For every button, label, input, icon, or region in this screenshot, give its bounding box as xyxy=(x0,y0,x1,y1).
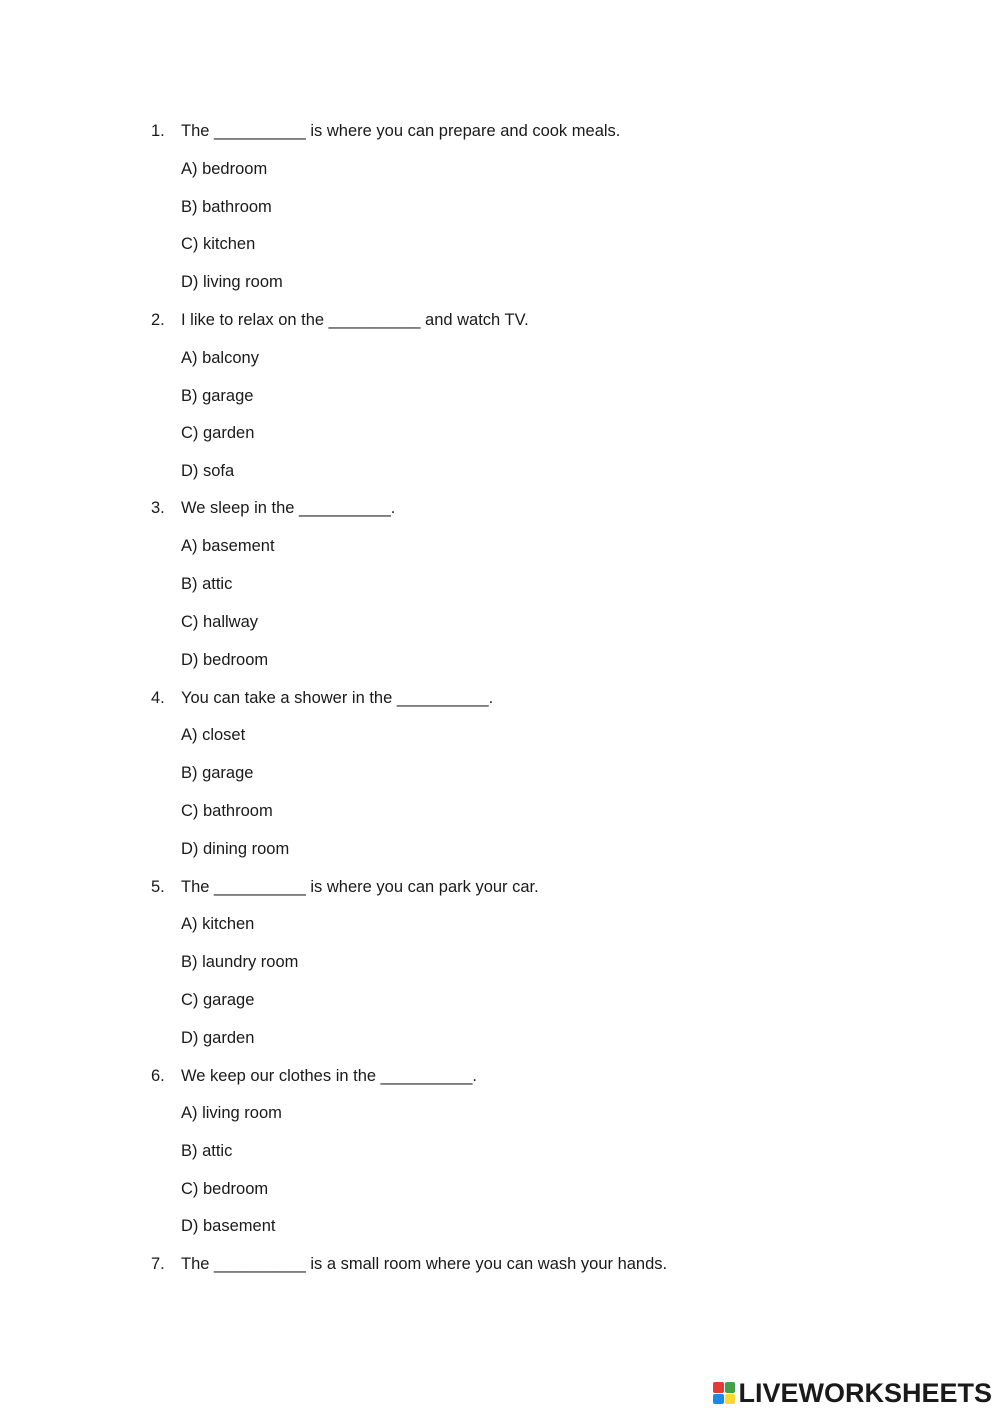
answer-option[interactable]: A) balcony xyxy=(181,349,259,367)
answer-option[interactable]: A) bedroom xyxy=(181,160,268,178)
answer-option[interactable]: C) bathroom xyxy=(181,802,273,820)
answer-option[interactable]: B) attic xyxy=(181,575,233,593)
answer-option[interactable]: D) sofa xyxy=(181,462,235,480)
question-number: 6. xyxy=(151,1067,165,1085)
answer-option[interactable]: A) living room xyxy=(181,1104,282,1122)
answer-option[interactable]: C) kitchen xyxy=(181,235,256,253)
answer-option[interactable]: D) bedroom xyxy=(181,651,269,669)
liveworksheets-logo-icon xyxy=(713,1382,735,1404)
question-number: 3. xyxy=(151,499,165,517)
answer-option[interactable]: B) attic xyxy=(181,1142,233,1160)
question-number: 7. xyxy=(151,1255,165,1273)
answer-option[interactable]: C) garden xyxy=(181,424,255,442)
question-number: 4. xyxy=(151,689,165,707)
question-text: You can take a shower in the __________. xyxy=(181,689,494,707)
answer-option[interactable]: D) garden xyxy=(181,1029,255,1047)
question-text: The __________ is where you can prepare and cook meals. xyxy=(181,122,621,140)
answer-option[interactable]: D) basement xyxy=(181,1217,276,1235)
answer-option[interactable]: C) hallway xyxy=(181,613,259,631)
question-number: 1. xyxy=(151,122,165,140)
answer-option[interactable]: D) living room xyxy=(181,273,283,291)
question-text: The __________ is where you can park your car. xyxy=(181,878,539,896)
answer-option[interactable]: D) dining room xyxy=(181,840,290,858)
answer-option[interactable]: A) basement xyxy=(181,537,275,555)
answer-option[interactable]: B) bathroom xyxy=(181,198,272,216)
answer-option[interactable]: C) garage xyxy=(181,991,255,1009)
answer-option[interactable]: C) bedroom xyxy=(181,1180,269,1198)
answer-option[interactable]: B) garage xyxy=(181,387,254,405)
question-text: The __________ is a small room where you can wash your hands. xyxy=(181,1255,668,1273)
brand-name: LIVEWORKSHEETS xyxy=(738,1378,992,1408)
liveworksheets-brand xyxy=(713,1379,992,1407)
question-text: We sleep in the __________. xyxy=(181,499,396,517)
question-text: We keep our clothes in the __________. xyxy=(181,1067,477,1085)
question-number: 2. xyxy=(151,311,165,329)
answer-option[interactable]: A) closet xyxy=(181,726,246,744)
answer-option[interactable]: A) kitchen xyxy=(181,915,255,933)
question-number: 5. xyxy=(151,878,165,896)
question-text: I like to relax on the __________ and watch TV. xyxy=(181,311,529,329)
answer-option[interactable]: B) garage xyxy=(181,764,254,782)
answer-option[interactable]: B) laundry room xyxy=(181,953,299,971)
